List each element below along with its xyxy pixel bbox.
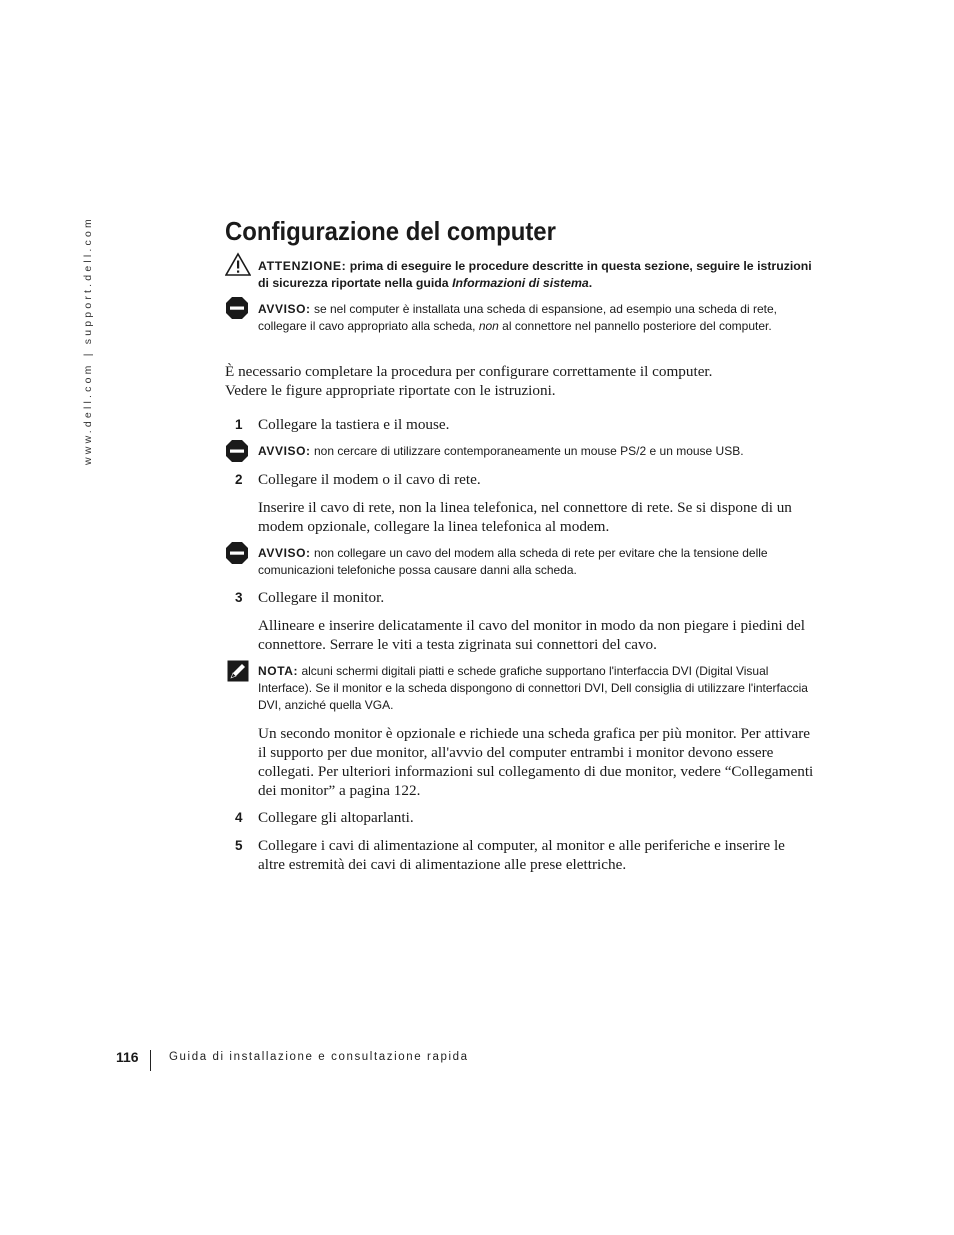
- step-text-4: Collegare gli altoparlanti.: [258, 809, 414, 826]
- attenzione-body: prima di eseguire le procedure descritte in questa sezione, seguire le istruzioni di sicurezza riportate nella guida: [258, 259, 812, 290]
- avviso-emphasis: non: [478, 319, 499, 333]
- side-url: [82, 216, 100, 467]
- avviso-notice-3: [225, 541, 815, 581]
- avviso-label-3: AVVISO:: [258, 546, 311, 560]
- step-number-3: 3: [235, 590, 243, 605]
- step-text-3: Collegare il monitor.: [258, 589, 385, 606]
- attenzione-text: [258, 258, 815, 292]
- notice-stop-icon: [225, 296, 249, 320]
- warning-triangle-icon: [225, 252, 249, 276]
- step-number-2: 2: [235, 472, 243, 487]
- side-url-text: www.dell.com | support.dell.com: [82, 216, 94, 465]
- intro-paragraph: È necessario completare la procedura per configurare correttamente il computer. Vedere le figure appropriate riportate con le istruzioni.: [225, 363, 713, 399]
- nota-notice: [225, 660, 815, 718]
- nota-label: NOTA:: [258, 664, 299, 678]
- notice-stop-icon: [225, 541, 249, 565]
- attenzione-label: ATTENZIONE:: [258, 259, 347, 273]
- avviso-body-3: non collegare un cavo del modem alla scheda di rete per evitare che la tensione delle comunicazioni telefoniche possa causare danni alla scheda.: [258, 546, 768, 577]
- avviso-label-1: AVVISO:: [258, 302, 311, 316]
- avviso-body-1a: se nel computer è installata una scheda di espansione, ad esempio una scheda di rete, collegare il cavo appropriato alla scheda,: [258, 302, 777, 333]
- avviso-notice-2: [225, 439, 815, 463]
- footer-divider: [150, 1050, 151, 1071]
- avviso-body-1b: al connettore nel pannello posteriore del computer.: [498, 319, 772, 333]
- nota-text: [258, 663, 815, 714]
- attenzione-end: .: [588, 276, 593, 290]
- step-3-detail: Allineare e inserire delicatamente il cavo del monitor in modo da non piegare i piedini del connettore. Serrare le viti a testa zigrinata sui connettori del cavo.: [258, 617, 805, 653]
- avviso-text-1: [258, 301, 815, 335]
- step-2-detail: Inserire il cavo di rete, non la linea telefonica, nel connettore di rete. Se si dispone di un modem opzionale, collegare la linea telefonica al modem.: [258, 499, 792, 535]
- step-number-5: 5: [235, 838, 243, 853]
- avviso-text-3: [258, 545, 795, 579]
- avviso-body-2: non cercare di utilizzare contemporaneamente un mouse PS/2 e un mouse USB.: [310, 444, 744, 458]
- avviso-text-2: [258, 443, 815, 460]
- notice-stop-icon: [225, 439, 249, 463]
- step-text-2: Collegare il modem o il cavo di rete.: [258, 471, 481, 488]
- step-number-1: 1: [235, 417, 243, 432]
- step-3-detail-2: Un secondo monitor è opzionale e richiede una scheda grafica per più monitor. Per attivare il supporto per due monitor, all'avvio del computer entrambi i monitor devono essere collegati. Per ulteriori informazioni sul collegamento di due monitor, vedere “Collegamenti dei monitor” a pagina 122.: [258, 725, 814, 799]
- attenzione-notice: [225, 252, 815, 292]
- step-text-1: Collegare la tastiera e il mouse.: [258, 416, 450, 433]
- footer-guide-title: Guida di installazione e consultazione rapida: [169, 1051, 469, 1063]
- page-number: 116: [116, 1049, 139, 1065]
- step-text-5: Collegare i cavi di alimentazione al computer, al monitor e alle periferiche e inserire le altre estremità dei cavi di alimentazione alle prese elettriche.: [258, 837, 785, 873]
- avviso-notice-1: [225, 296, 815, 354]
- step-number-4: 4: [235, 810, 243, 825]
- avviso-label-2: AVVISO:: [258, 444, 311, 458]
- nota-body: alcuni schermi digitali piatti e schede grafiche supportano l'interfaccia DVI (Digital Visual Interface). Se il monitor e la scheda dispongono di connettori DVI, Dell consiglia di utilizzare l'interfaccia DVI, anziché quella VGA.: [258, 664, 808, 712]
- page-title: Configurazione del computer: [225, 216, 556, 246]
- note-pencil-icon: [227, 660, 251, 684]
- attenzione-guide-title: Informazioni di sistema: [452, 276, 589, 290]
